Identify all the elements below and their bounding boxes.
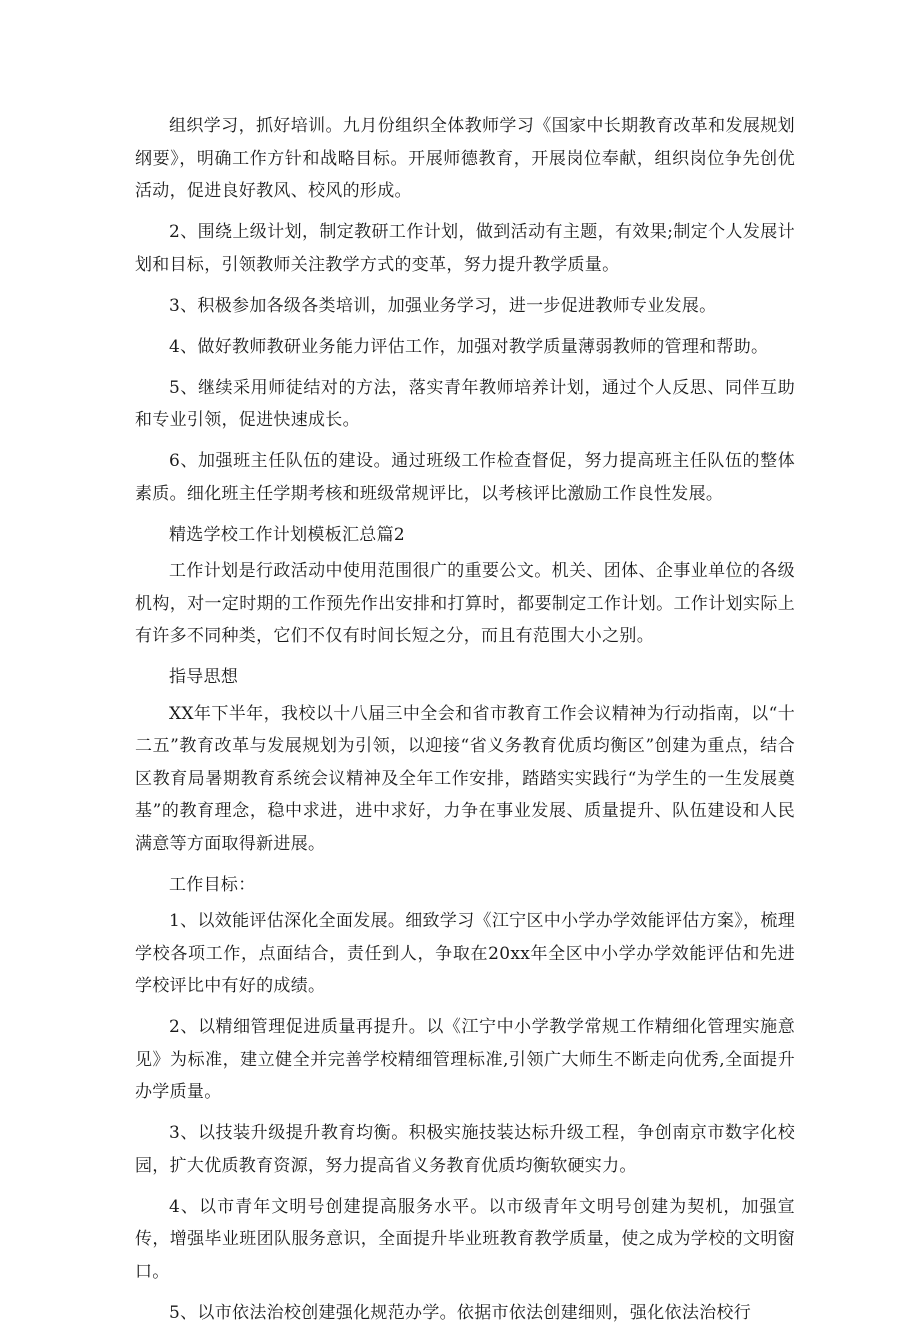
- paragraph-item-5: 5、继续采用师徒结对的方法，落实青年教师培养计划，通过个人反思、同伴互助和专业引领，促进快速成长。: [135, 377, 795, 430]
- goal-item-2: 2、以精细管理促进质量再提升。以《江宁中小学教学常规工作精细化管理实施意见》为标准，建立健全并完善学校精细管理标准,引领广大师生不断走向优秀,全面提升办学质量。: [135, 1017, 795, 1102]
- paragraph-organize-study: 组织学习，抓好培训。九月份组织全体教师学习《国家中长期教育改革和发展规划纲要》，明确工作方针和战略目标。开展师德教育，开展岗位奉献，组织岗位争先创优活动，促进良好教风、校风的形成。: [135, 116, 795, 201]
- goal-item-1: 1、以效能评估深化全面发展。细致学习《江宁区中小学办学效能评估方案》，梳理学校各项工作，点面结合，责任到人，争取在20xx年全区中小学办学效能评估和先进学校评比中有好的成绩。: [135, 911, 795, 996]
- document-body: [135, 110, 795, 1338]
- goal-item-4: 4、以市青年文明号创建提高服务水平。以市级青年文明号创建为契机，加强宣传，增强毕业班团队服务意识，全面提升毕业班教育教学质量，使之成为学校的文明窗口。: [135, 1196, 795, 1282]
- paragraph-guiding-thought: XX年下半年，我校以十八届三中全会和省市教育工作会议精神为行动指南，以“十二五”教育改革与发展规划为引领，以迎接“省义务教育优质均衡区”创建为重点，结合区教育局暑期教育系统会议精神及全年工作安排，踏踏实实践行“为学生的一生发展奠基”的教育理念，稳中求进，进中求好，力争在事业发展、质量提升、队伍建设和人民满意等方面取得新进展。: [135, 703, 795, 854]
- paragraph-item-3: 3、积极参加各级各类培训，加强业务学习，进一步促进教师专业发展。: [169, 295, 717, 316]
- paragraph-item-4: 4、做好教师教研业务能力评估工作，加强对教学质量薄弱教师的管理和帮助。: [169, 336, 769, 357]
- goal-item-5: 5、以市依法治校创建强化规范办学。依据市依法创建细则，强化依法治校行: [169, 1302, 752, 1323]
- paragraph-item-6: 6、加强班主任队伍的建设。通过班级工作检查督促，努力提高班主任队伍的整体素质。细化班主任学期考核和班级常规评比，以考核评比激励工作良性发展。: [135, 451, 795, 504]
- heading-work-goals: 工作目标：: [169, 874, 256, 895]
- goal-item-3: 3、以技装升级提升教育均衡。积极实施技装达标升级工程，争创南京市数字化校园，扩大优质教育资源，努力提高省义务教育优质均衡软硬实力。: [135, 1123, 795, 1176]
- heading-guiding-thought: 指导思想: [169, 667, 239, 687]
- paragraph-intro: 工作计划是行政活动中使用范围很广的重要公文。机关、团体、企事业单位的各级机构，对一定时期的工作预先作出安排和打算时，都要制定工作计划。工作计划实际上有许多不同种类，它们不仅有时间长短之分，而且有范围大小之别。: [135, 561, 795, 646]
- paragraph-item-2: 2、围绕上级计划，制定教研工作计划，做到活动有主题，有效果;制定个人发展计划和目标，引领教师关注教学方式的变革，努力提升教学质量。: [135, 222, 795, 275]
- section-title: 精选学校工作计划模板汇总篇2: [169, 524, 406, 545]
